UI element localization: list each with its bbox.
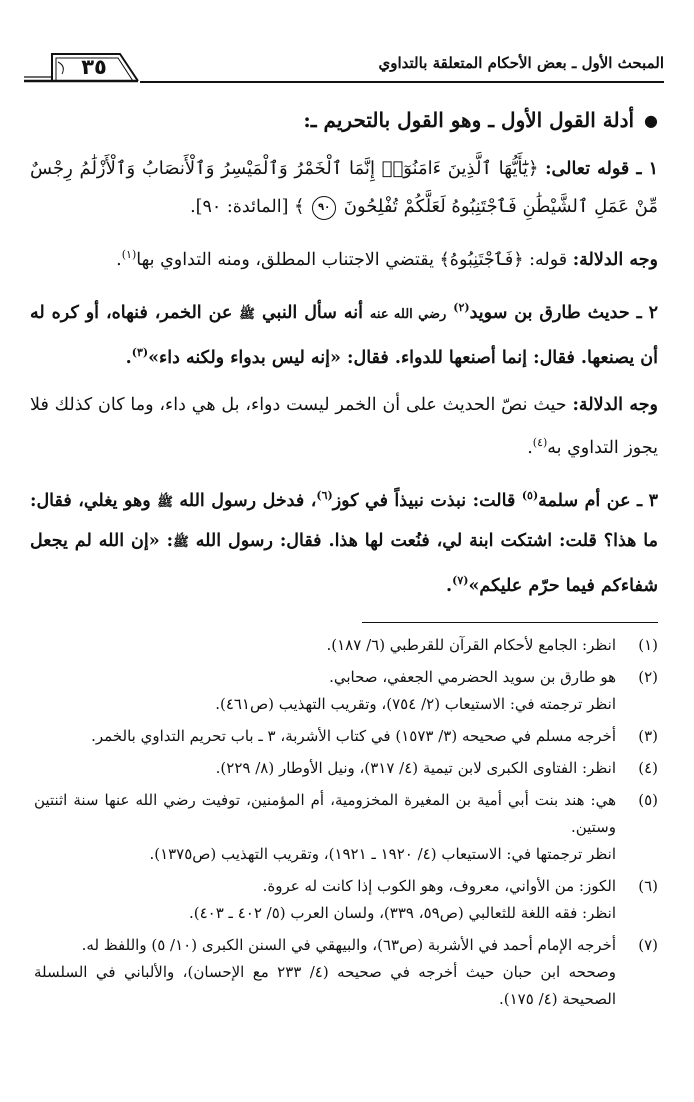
ayah-number-icon: ٩٠: [312, 196, 336, 220]
honorific-icon: رضي الله عنه: [369, 306, 447, 322]
footnote-text: [34, 932, 616, 1013]
footnote-text: [34, 723, 616, 750]
evidence-3-text-b: ، فدخل رسول الله: [179, 491, 317, 512]
footnote-ref-5[interactable]: (٥): [521, 489, 539, 503]
footnote-line: الكوز: من الأواني، معروف، وهو الكوب إذا كانت له عروة.: [262, 877, 616, 895]
footnote-ref-4[interactable]: (٤): [532, 436, 548, 450]
footnote-number: (٣): [638, 727, 658, 745]
evidence-3-text-a: قالت: نبذت نبيذاً في كوز: [332, 491, 516, 512]
indication-1-lead: وجه الدلالة:: [572, 249, 658, 270]
footnote-text: [34, 632, 616, 659]
running-header: [22, 46, 664, 90]
footnote: [34, 755, 658, 782]
footnote-line: أخرجه الإمام أحمد في الأشربة (ص٦٣)، والبيهقي في السنن الكبرى (١٠/ ٥) واللفظ له.: [81, 936, 616, 954]
evidence-2-paragraph: [30, 289, 658, 377]
footnote-line: انظر ترجمتها في: الاستيعاب (٤/ ١٩٢٠ ـ ١٩٢١)، وتقريب التهذيب (ص١٣٧٥).: [149, 845, 616, 863]
section-heading: [30, 108, 658, 132]
indication-1-paragraph: [30, 236, 658, 279]
page-number-badge: [22, 48, 140, 86]
evidence-1-lead: ١ ـ قوله تعالى:: [545, 159, 658, 179]
footnote-number: (١): [638, 636, 658, 654]
footnote-line: انظر ترجمته في: الاستيعاب (٢/ ٧٥٤)، وتقريب التهذيب (ص٤٦١).: [215, 695, 616, 713]
indication-2-end: .: [527, 438, 533, 459]
footnote-line: أخرجه مسلم في صحيحه (٣/ ١٥٧٣) في كتاب الأشربة، ٣ ـ باب تحريم التداوي بالخمر.: [91, 727, 616, 745]
chapter-title: المبحث الأول ـ بعض الأحكام المتعلقة بالتداوي: [378, 54, 664, 72]
footnote-number: (٥): [638, 791, 658, 809]
footnote-text: [34, 664, 616, 718]
footnote-line: انظر: فقه اللغة للثعالبي (ص٥٩، ٣٣٩)، ولسان العرب (٥/ ٤٠٢ ـ ٤٠٣).: [188, 904, 616, 922]
footnote-line: انظر: الفتاوى الكبرى لابن تيمية (٤/ ٣١٧)، ونيل الأوطار (٨/ ٢٢٩).: [215, 759, 616, 777]
footnote-text: [34, 755, 616, 782]
footnote: [34, 873, 658, 927]
salawat-icon: ﷺ: [239, 306, 256, 322]
bullet-icon: ●: [644, 110, 658, 130]
evidence-3-text-d: : «إن الله لم يجعل شفاءكم فيما حرّم عليكم»: [30, 531, 658, 596]
footnote-separator: [362, 622, 658, 623]
salawat-icon: ﷺ: [173, 535, 189, 551]
footnote-text: [34, 787, 616, 868]
header-rule: [140, 81, 664, 83]
indication-1-end: .: [116, 249, 122, 270]
footnote-line: هي: هند بنت أبي أمية بن المغيرة المخزومية، أم المؤمنين، توفيت رضي الله عنها سنة اثنتين وستين.: [34, 791, 616, 836]
evidence-2-end: .: [125, 347, 132, 368]
footnote: [34, 787, 658, 868]
evidence-2-text-b: عن الخمر، فنهاه، أو كره له أن يصنعها. فقال: إنما أصنعها للدواء. فقال: «إنه ليس بدواء ولكنه داء»: [30, 302, 658, 368]
footnote-text: [34, 873, 616, 927]
quran-verse: ﴿يَٰٓأَيُّهَا ٱلَّذِينَ ءَامَنُوٓا۟ إِنَّمَا ٱلْخَمْرُ وَٱلْمَيْسِرُ وَٱلْأَنصَابُ وَٱلْأَزْلَٰمُ رِجْسٌ مِّنْ عَمَلِ ٱلشَّيْطَٰنِ فَٱجْتَنِبُوهُ لَعَلَّكُمْ تُفْلِحُونَ: [30, 158, 658, 217]
evidence-3-end: .: [446, 575, 453, 596]
footnote-ref-6[interactable]: (٦): [316, 489, 333, 503]
footnote-line: هو طارق بن سويد الحضرمي الجعفي، صحابي.: [329, 668, 616, 686]
footnote-ref-2[interactable]: (٢): [453, 300, 470, 314]
indication-2-lead: وجه الدلالة:: [572, 395, 658, 416]
footnote-number: (٦): [638, 877, 658, 895]
evidence-2-text-a: أنه سأل النبي: [261, 302, 363, 323]
footnote-ref-1[interactable]: (١): [121, 248, 137, 261]
footnotes: [34, 632, 658, 1018]
footnote-ref-7[interactable]: (٧): [452, 574, 469, 588]
footnote-line: وصححه ابن حبان حيث أخرجه في صحيحه (٤/ ٢٣٣ مع الإحسان)، والألباني في السلسلة الصحيحة (٤/ ١٧٥).: [34, 963, 616, 1008]
footnote-number: (٢): [638, 668, 658, 686]
section-heading-text: أدلة القول الأول ـ وهو القول بالتحريم ـ:: [303, 108, 635, 132]
footnote: [34, 632, 658, 659]
indication-1-text: قوله: ﴿فَٱجْتَنِبُوهُ﴾ يقتضي الاجتناب المطلق، ومنه التداوي بها: [136, 249, 568, 270]
footnote-number: (٤): [638, 759, 658, 777]
main-text: [30, 108, 658, 615]
evidence-3-paragraph: [30, 477, 658, 605]
footnote-number: (٧): [638, 936, 658, 954]
evidence-3-text-c: وهو يغلي، فقال: ما هذا؟ قلت: اشتكت ابنة لي، فنُعت لها هذا. فقال: رسول الله: [30, 491, 659, 552]
evidence-2-lead: ٢ ـ حديث طارق بن سويد: [469, 302, 659, 323]
footnote: [34, 664, 658, 718]
indication-2-text: حيث نصّ الحديث على أن الخمر ليست دواء، بل هي داء، وما كان كذلك فلا يجوز التداوي به: [30, 395, 658, 459]
footnote: [34, 723, 658, 750]
indication-2-paragraph: [30, 386, 658, 467]
evidence-3-lead: ٣ ـ عن أم سلمة: [538, 491, 659, 512]
page-number: ٣٥: [81, 55, 107, 79]
footnote-line: انظر: الجامع لأحكام القرآن للقرطبي (٦/ ١٨٧).: [326, 636, 616, 654]
verse-close: ﴾: [294, 196, 305, 217]
verse-reference: [المائدة: ٩٠].: [190, 197, 289, 217]
salawat-icon: ﷺ: [157, 495, 173, 511]
footnote: [34, 932, 658, 1013]
footnote-ref-3[interactable]: (٣): [131, 345, 149, 359]
evidence-1-paragraph: [30, 150, 658, 226]
